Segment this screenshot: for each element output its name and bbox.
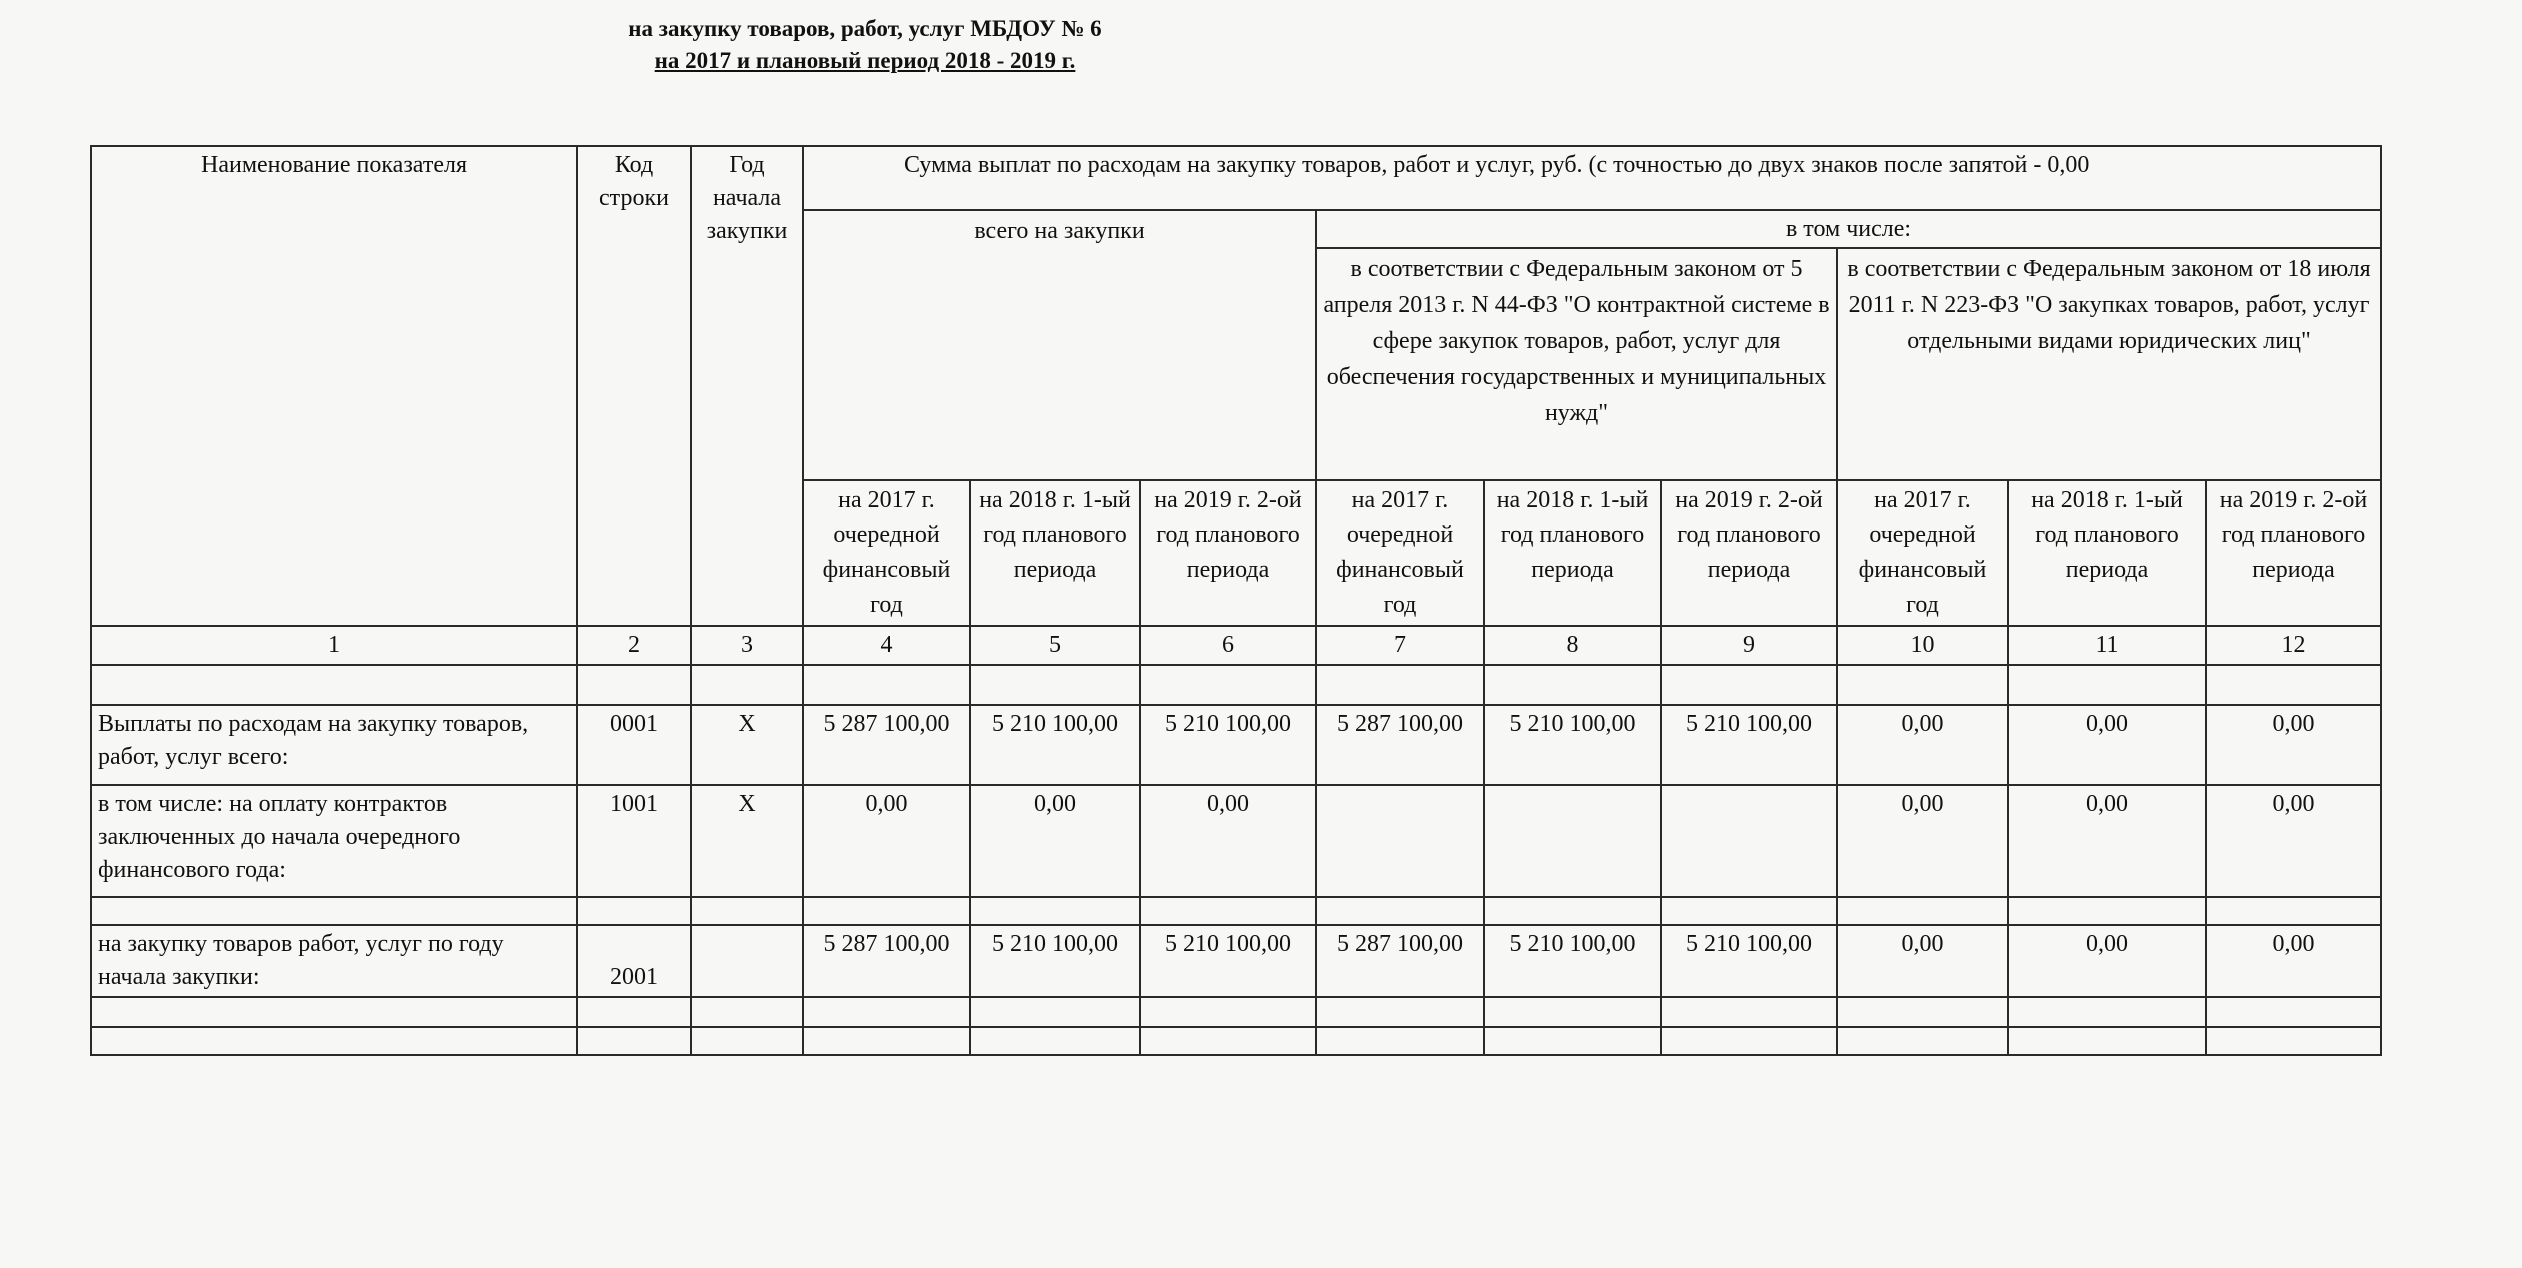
period-223-2019: на 2019 г. 2-ой год планового периода — [2206, 480, 2381, 626]
table-row-total — [91, 705, 2381, 785]
period-44-2017: на 2017 г. очередной финансовый год — [1316, 480, 1484, 626]
value-cell: 5 210 100,00 — [970, 925, 1140, 997]
value-cell: 0,00 — [2008, 925, 2206, 997]
period-223-2017: на 2017 г. очередной финансовый год — [1837, 480, 2008, 626]
period-44-2019: на 2019 г. 2-ой год планового периода — [1661, 480, 1837, 626]
col-number: 3 — [691, 626, 803, 665]
col-number: 6 — [1140, 626, 1316, 665]
value-cell — [1316, 785, 1484, 897]
document-title: на закупку товаров, работ, услуг МБДОУ № 6 — [628, 16, 1102, 41]
col-number: 12 — [2206, 626, 2381, 665]
table-row-by-start-year — [91, 925, 2381, 997]
value-cell: 5 210 100,00 — [1140, 705, 1316, 785]
spacer-row — [91, 997, 2381, 1027]
period-total-2017: на 2017 г. очередной финансовый год — [803, 480, 970, 626]
col-number: 9 — [1661, 626, 1837, 665]
value-cell: 0,00 — [2206, 705, 2381, 785]
row-code: 1001 — [577, 785, 691, 897]
value-cell: 0,00 — [1837, 705, 2008, 785]
period-44-2018: на 2018 г. 1-ый год планового периода — [1484, 480, 1661, 626]
col-number: 7 — [1316, 626, 1484, 665]
period-total-2019: на 2019 г. 2-ой год планового периода — [1140, 480, 1316, 626]
value-cell — [1484, 785, 1661, 897]
header-sum: Сумма выплат по расходам на закупку товаров, работ и услуг, руб. (с точностью до двух знаков после запятой - 0,00 — [803, 146, 2381, 210]
value-cell: 5 210 100,00 — [970, 705, 1140, 785]
row-name: Выплаты по расходам на закупку товаров, работ, услуг всего: — [91, 705, 577, 785]
col-number: 5 — [970, 626, 1140, 665]
value-cell: 5 287 100,00 — [803, 705, 970, 785]
procurement-table — [90, 145, 2382, 1056]
value-cell: 0,00 — [970, 785, 1140, 897]
spacer-row — [91, 1027, 2381, 1055]
value-cell: 0,00 — [2206, 785, 2381, 897]
col-number: 1 — [91, 626, 577, 665]
col-number: 4 — [803, 626, 970, 665]
value-cell: 5 210 100,00 — [1661, 705, 1837, 785]
row-name: на закупку товаров работ, услуг по году начала закупки: — [91, 925, 577, 997]
header-start-year: Год начала закупки — [691, 146, 803, 626]
value-cell: 0,00 — [1837, 785, 2008, 897]
header-indicator: Наименование показателя — [91, 146, 577, 626]
header-row-code: Код строки — [577, 146, 691, 626]
value-cell — [1661, 785, 1837, 897]
col-number: 11 — [2008, 626, 2206, 665]
row-code: 2001 — [577, 925, 691, 997]
value-cell: 5 210 100,00 — [1661, 925, 1837, 997]
value-cell: 0,00 — [1837, 925, 2008, 997]
value-cell: 0,00 — [803, 785, 970, 897]
column-numbers-row — [91, 626, 2381, 665]
row-year: X — [691, 785, 803, 897]
table-row-prior-contracts — [91, 785, 2381, 897]
value-cell: 5 210 100,00 — [1484, 705, 1661, 785]
value-cell: 5 287 100,00 — [803, 925, 970, 997]
header-law-44: в соответствии с Федеральным законом от 5 апреля 2013 г. N 44-ФЗ "О контрактной системе в сфере закупок товаров, работ, услуг для обеспечения государственных и муниципальных нужд" — [1316, 248, 1837, 480]
value-cell: 0,00 — [2206, 925, 2381, 997]
value-cell: 5 210 100,00 — [1484, 925, 1661, 997]
row-name: в том числе: на оплату контрактов заключенных до начала очередного финансового года: — [91, 785, 577, 897]
value-cell: 5 287 100,00 — [1316, 705, 1484, 785]
row-year — [691, 925, 803, 997]
value-cell: 0,00 — [2008, 785, 2206, 897]
row-code: 0001 — [577, 705, 691, 785]
document-period-title: на 2017 и плановый период 2018 - 2019 г. — [654, 48, 1076, 73]
col-number: 8 — [1484, 626, 1661, 665]
spacer-row — [91, 897, 2381, 925]
period-total-2018: на 2018 г. 1-ый год планового периода — [970, 480, 1140, 626]
value-cell: 5 287 100,00 — [1316, 925, 1484, 997]
header-total: всего на закупки — [803, 210, 1316, 480]
col-number: 2 — [577, 626, 691, 665]
value-cell: 5 210 100,00 — [1140, 925, 1316, 997]
col-number: 10 — [1837, 626, 2008, 665]
value-cell: 0,00 — [1140, 785, 1316, 897]
header-law-223: в соответствии с Федеральным законом от 18 июля 2011 г. N 223-ФЗ "О закупках товаров, работ, услуг отдельными видами юридических лиц" — [1837, 248, 2381, 480]
header-row-1 — [91, 146, 2381, 210]
row-year: X — [691, 705, 803, 785]
spacer-row — [91, 665, 2381, 705]
header-including: в том числе: — [1316, 210, 2381, 248]
value-cell: 0,00 — [2008, 705, 2206, 785]
period-223-2018: на 2018 г. 1-ый год планового периода — [2008, 480, 2206, 626]
